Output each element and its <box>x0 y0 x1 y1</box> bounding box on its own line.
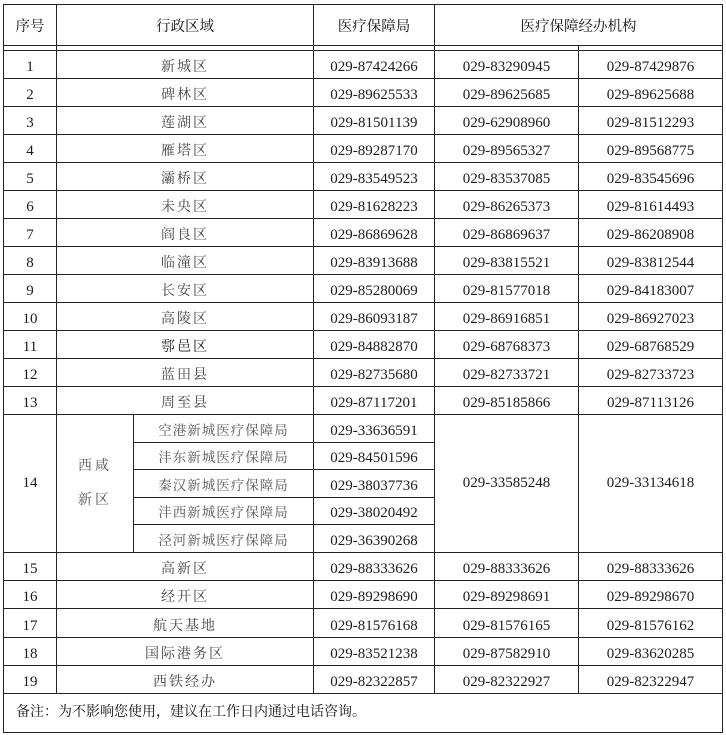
district-name: 高新区 <box>57 552 314 580</box>
agency-phone-1: 029-89298691 <box>435 581 579 609</box>
agency-phone-1: 029-89625685 <box>435 79 579 107</box>
row-number: 14 <box>4 415 57 553</box>
table-row <box>4 247 723 275</box>
sub-bureau-phone: 029-84501596 <box>314 442 435 470</box>
table-row <box>4 163 723 191</box>
agency-phone-2: 029-82733723 <box>579 359 723 387</box>
row-number: 13 <box>4 387 57 415</box>
bureau-phone: 029-88333626 <box>314 552 435 580</box>
sub-bureau-phone: 029-38037736 <box>314 470 435 498</box>
row-number: 12 <box>4 359 57 387</box>
district-name: 未央区 <box>57 191 314 219</box>
table-row <box>4 191 723 219</box>
row-number: 3 <box>4 107 57 135</box>
table-row <box>4 359 723 387</box>
row-number: 1 <box>4 51 57 79</box>
table-row <box>4 581 723 609</box>
table-row <box>4 609 723 637</box>
row-number: 15 <box>4 552 57 580</box>
bureau-phone: 029-84882870 <box>314 331 435 359</box>
agency-phone-1: 029-86265373 <box>435 191 579 219</box>
row-number: 17 <box>4 609 57 637</box>
district-name: 长安区 <box>57 275 314 303</box>
district-name: 临潼区 <box>57 247 314 275</box>
table-row <box>4 637 723 665</box>
row-number: 4 <box>4 135 57 163</box>
table-row <box>4 79 723 107</box>
agency-phone-1: 029-33585248 <box>435 415 579 553</box>
sub-bureau-name: 空港新城医疗保障局 <box>134 415 314 443</box>
agency-phone-2: 029-88333626 <box>579 552 723 580</box>
table-row <box>4 275 723 303</box>
bureau-phone: 029-85280069 <box>314 275 435 303</box>
agency-phone-1: 029-62908960 <box>435 107 579 135</box>
row-number: 8 <box>4 247 57 275</box>
agency-phone-1: 029-86916851 <box>435 303 579 331</box>
header-row <box>4 5 723 46</box>
agency-phone-2: 029-68768529 <box>579 331 723 359</box>
xixian-block <box>4 415 723 553</box>
footnote: 备注：为不影响您使用，建议在工作日内通过电话咨询。 <box>4 693 723 732</box>
agency-phone-2: 029-89298670 <box>579 581 723 609</box>
row-number: 19 <box>4 665 57 693</box>
district-name: 经开区 <box>57 581 314 609</box>
district-name: 国际港务区 <box>57 637 314 665</box>
sub-bureau-name: 沣西新城医疗保障局 <box>134 497 314 525</box>
agency-phone-1: 029-83290945 <box>435 51 579 79</box>
agency-phone-2: 029-86927023 <box>579 303 723 331</box>
row-number: 7 <box>4 219 57 247</box>
agency-phone-2: 029-81576162 <box>579 609 723 637</box>
agency-phone-2: 029-83812544 <box>579 247 723 275</box>
sub-bureau-phone: 029-36390268 <box>314 525 435 553</box>
sub-bureau-name: 秦汉新城医疗保障局 <box>134 470 314 498</box>
bureau-phone: 029-89287170 <box>314 135 435 163</box>
table-row <box>4 219 723 247</box>
note-row <box>4 693 723 732</box>
district-name: 高陵区 <box>57 303 314 331</box>
row-number: 10 <box>4 303 57 331</box>
bureau-phone: 029-89625533 <box>314 79 435 107</box>
agency-phone-2: 029-81614493 <box>579 191 723 219</box>
bureau-phone: 029-83549523 <box>314 163 435 191</box>
bureau-phone: 029-81501139 <box>314 107 435 135</box>
district-name: 鄠邑区 <box>57 331 314 359</box>
region-xixian <box>57 415 134 553</box>
agency-phone-2: 029-81512293 <box>579 107 723 135</box>
agency-phone-2: 029-82322947 <box>579 665 723 693</box>
district-name: 蓝田县 <box>57 359 314 387</box>
district-name: 周至县 <box>57 387 314 415</box>
bureau-phone: 029-87424266 <box>314 51 435 79</box>
agency-phone-2: 029-87113126 <box>579 387 723 415</box>
region-xixian-line2: 新区 <box>78 491 112 508</box>
district-rows-top <box>4 46 723 415</box>
agency-phone-1: 029-86869637 <box>435 219 579 247</box>
agency-phone-1: 029-85185866 <box>435 387 579 415</box>
district-rows-bottom <box>4 552 723 693</box>
table-row <box>4 331 723 359</box>
bureau-phone: 029-83521238 <box>314 637 435 665</box>
agency-phone-2: 029-33134618 <box>579 415 723 553</box>
agency-phone-2: 029-86208908 <box>579 219 723 247</box>
medical-insurance-contact-table <box>3 4 722 733</box>
agency-phone-1: 029-81576165 <box>435 609 579 637</box>
bureau-phone: 029-81576168 <box>314 609 435 637</box>
row-number: 11 <box>4 331 57 359</box>
header-bureau: 医疗保障局 <box>314 5 435 46</box>
xixian-sub-row <box>4 415 723 443</box>
sub-bureau-phone: 029-33636591 <box>314 415 435 443</box>
agency-phone-1: 029-82322927 <box>435 665 579 693</box>
district-name: 雁塔区 <box>57 135 314 163</box>
table-row <box>4 51 723 79</box>
region-xixian-line1: 西咸 <box>78 457 112 474</box>
row-number: 16 <box>4 581 57 609</box>
sub-bureau-phone: 029-38020492 <box>314 497 435 525</box>
row-number: 18 <box>4 637 57 665</box>
header-agency: 医疗保障经办机构 <box>435 5 723 46</box>
header-seq: 序号 <box>4 5 57 46</box>
district-name: 航天基地 <box>57 609 314 637</box>
district-name: 阎良区 <box>57 219 314 247</box>
row-number: 6 <box>4 191 57 219</box>
agency-phone-2: 029-89568775 <box>579 135 723 163</box>
bureau-phone: 029-82735680 <box>314 359 435 387</box>
agency-phone-1: 029-68768373 <box>435 331 579 359</box>
agency-phone-2: 029-87429876 <box>579 51 723 79</box>
bureau-phone: 029-86093187 <box>314 303 435 331</box>
row-number: 9 <box>4 275 57 303</box>
bureau-phone: 029-82322857 <box>314 665 435 693</box>
table-row <box>4 135 723 163</box>
bureau-phone: 029-89298690 <box>314 581 435 609</box>
sub-bureau-name: 沣东新城医疗保障局 <box>134 442 314 470</box>
district-name: 新城区 <box>57 51 314 79</box>
district-name: 莲湖区 <box>57 107 314 135</box>
agency-phone-2: 029-84183007 <box>579 275 723 303</box>
table-row <box>4 107 723 135</box>
bureau-phone: 029-83913688 <box>314 247 435 275</box>
sub-bureau-name: 泾河新城医疗保障局 <box>134 525 314 553</box>
agency-phone-1: 029-82733721 <box>435 359 579 387</box>
contact-grid <box>3 4 723 733</box>
district-name: 西铁经办 <box>57 665 314 693</box>
agency-phone-1: 029-83815521 <box>435 247 579 275</box>
header-region: 行政区域 <box>57 5 314 46</box>
agency-phone-1: 029-83537085 <box>435 163 579 191</box>
table-row <box>4 552 723 580</box>
agency-phone-2: 029-89625688 <box>579 79 723 107</box>
agency-phone-2: 029-83620285 <box>579 637 723 665</box>
row-number: 2 <box>4 79 57 107</box>
agency-phone-1: 029-88333626 <box>435 552 579 580</box>
bureau-phone: 029-86869628 <box>314 219 435 247</box>
bureau-phone: 029-81628223 <box>314 191 435 219</box>
table-row <box>4 387 723 415</box>
district-name: 灞桥区 <box>57 163 314 191</box>
table-row <box>4 665 723 693</box>
agency-phone-1: 029-87582910 <box>435 637 579 665</box>
agency-phone-1: 029-89565327 <box>435 135 579 163</box>
table-row <box>4 303 723 331</box>
agency-phone-1: 029-81577018 <box>435 275 579 303</box>
bureau-phone: 029-87117201 <box>314 387 435 415</box>
row-number: 5 <box>4 163 57 191</box>
agency-phone-2: 029-83545696 <box>579 163 723 191</box>
district-name: 碑林区 <box>57 79 314 107</box>
